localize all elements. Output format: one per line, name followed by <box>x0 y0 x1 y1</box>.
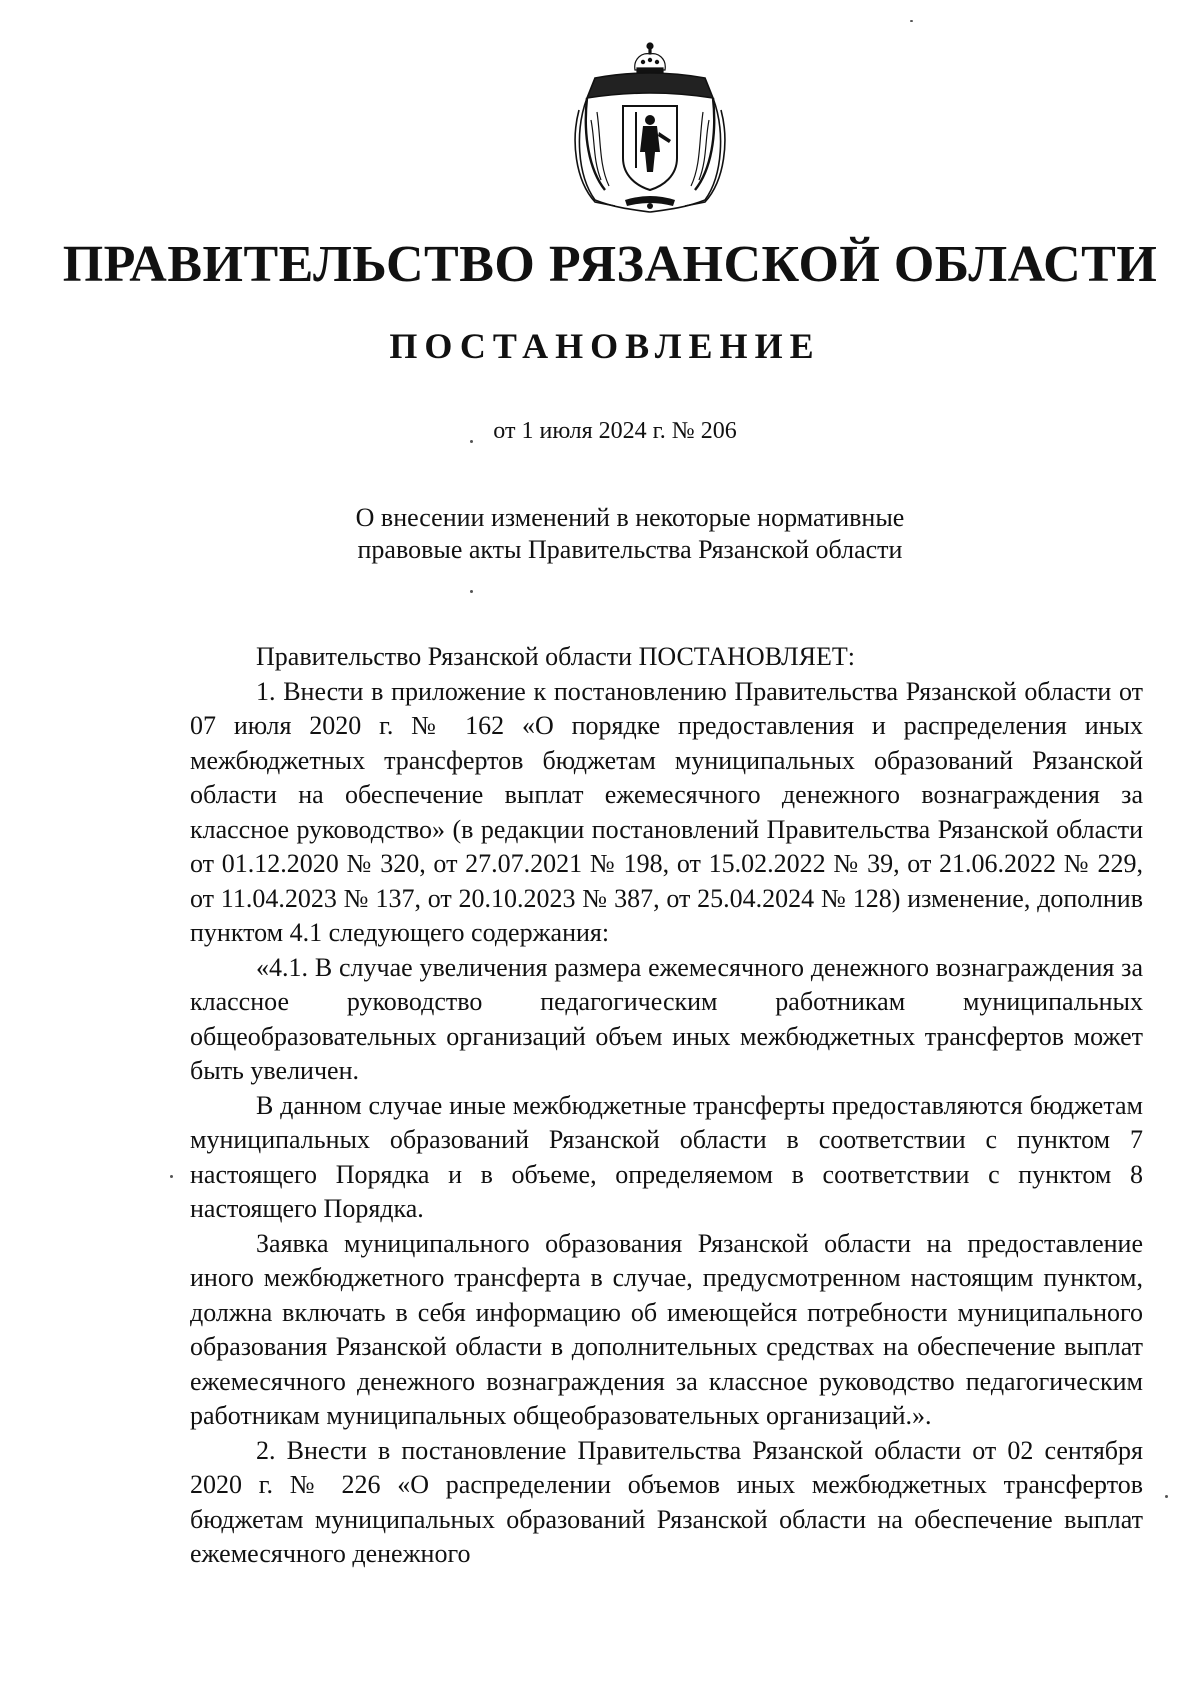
scan-speck <box>470 590 473 593</box>
government-title: ПРАВИТЕЛЬСТВО РЯЗАНСКОЙ ОБЛАСТИ <box>62 236 1158 293</box>
body-paragraph: Правительство Рязанской области ПОСТАНОВЛЯЕТ: <box>256 642 856 671</box>
subject-line: О внесении изменений в некоторые нормативные <box>355 503 905 532</box>
body-paragraph: Заявка муниципального образования Рязанской области на предоставление иного межбюджетного трансферта в случае, предусмотренном настоящим пунктом, должна включать в себя информацию об имеющейся потребности муниципального образования Рязанской области в дополнительных средствах на обеспечение выплат ежемесячного денежного вознаграждения за классное руководство педагогическим работникам муниципальных общеобразовательных организаций.». <box>190 1228 1143 1430</box>
document-subject <box>300 502 960 566</box>
document-date-number: от 1 июля 2024 г. № 206 <box>493 418 737 444</box>
body-paragraph: В данном случае иные межбюджетные трансферты предоставляются бюджетам муниципальных образований Рязанской области в соответствии с пунктом 7 настоящего Порядка и в объеме, определяемом в соответствии с пунктом 8 настоящего Порядка. <box>190 1090 1143 1223</box>
body-paragraph: «4.1. В случае увеличения размера ежемесячного денежного вознаграждения за классное руководство педагогическим работникам муниципальных общеобразовательных организаций объем иных межбюджетных трансфертов может быть увеличен. <box>190 952 1143 1085</box>
scan-speck <box>910 20 913 22</box>
scan-speck <box>470 440 473 443</box>
document-type: ПОСТАНОВЛЕНИЕ <box>389 326 821 366</box>
body-paragraph: 2. Внести в постановление Правительства Рязанской области от 02 сентября 2020 г. № 226 «О распределении объемов иных межбюджетных трансфертов бюджетам муниципальных образований Рязанской области на обеспечение выплат ежемесячного денежного <box>190 1435 1143 1568</box>
scan-speck <box>1165 1495 1168 1498</box>
body-paragraph: 1. Внести в приложение к постановлению Правительства Рязанской области от 07 июля 2020 г. № 162 «О порядке предоставления и распределения иных межбюджетных трансфертов бюджетам муниципальных образований Рязанской области на обеспечение выплат ежемесячного денежного вознаграждения за классное руководство» (в редакции постановлений Правительства Рязанской области от 01.12.2020 № 320, от 27.07.2021 № 198, от 15.02.2022 № 39, от 21.06.2022 № 229, от 11.04.2023 № 137, от 20.10.2023 № 387, от 25.04.2024 № 128) изменение, дополнив пунктом 4.1 следующего содержания: <box>190 676 1143 947</box>
scan-speck <box>170 1175 173 1178</box>
document-body <box>190 640 1143 1572</box>
subject-line: правовые акты Правительства Рязанской области <box>357 535 903 564</box>
coat-of-arms-icon <box>565 40 735 215</box>
